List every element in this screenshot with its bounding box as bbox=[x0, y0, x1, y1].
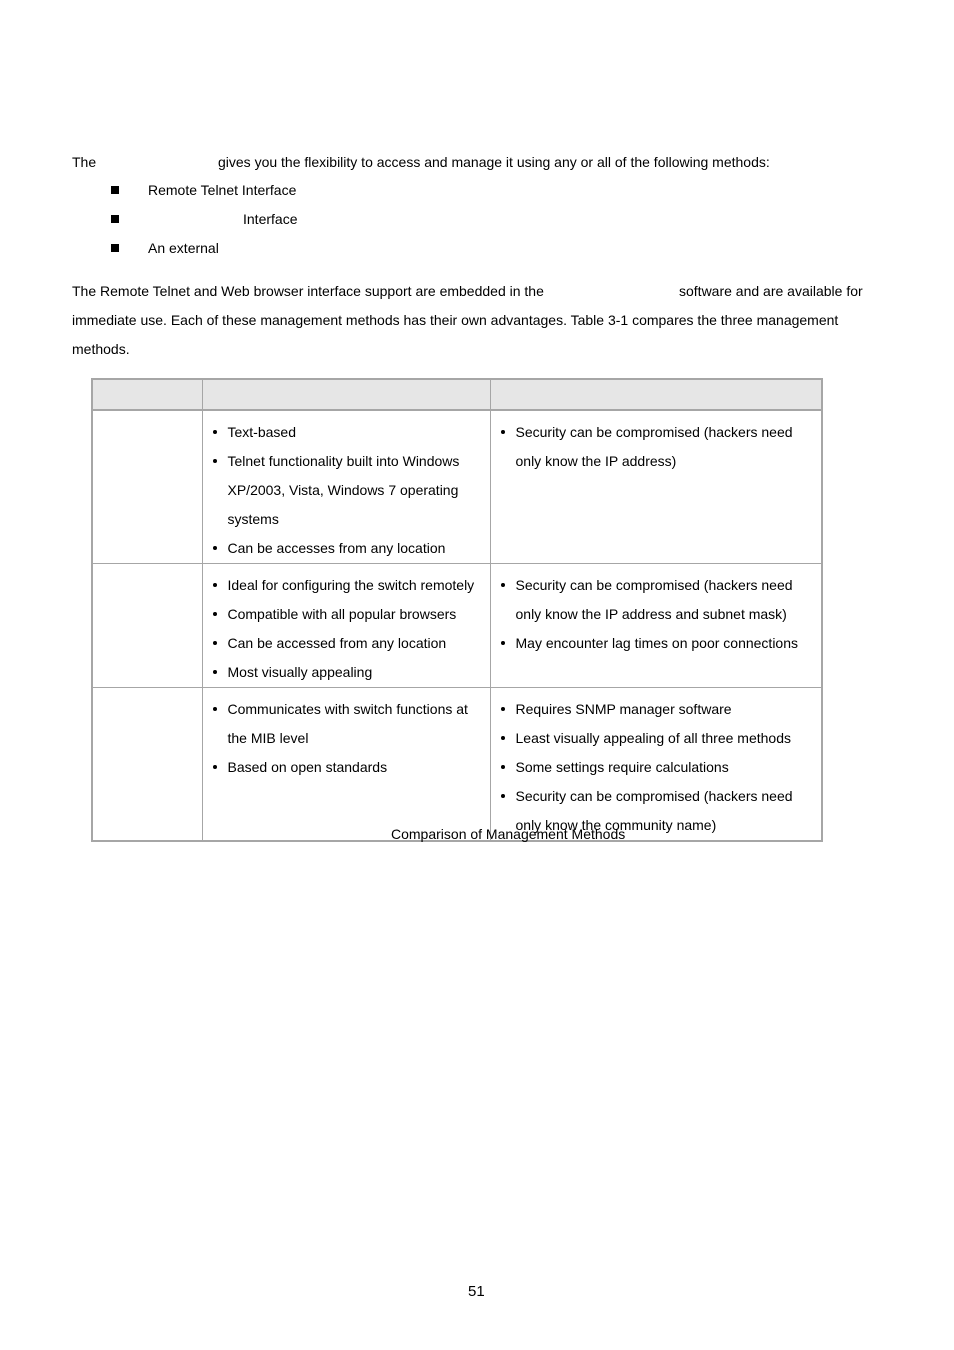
advantages-cell bbox=[202, 564, 490, 688]
advantages-cell bbox=[202, 410, 490, 564]
bullet-icon bbox=[501, 794, 505, 798]
list-item: Compatible with all popular browsers bbox=[203, 600, 490, 629]
list-item: Can be accesses from any location bbox=[203, 534, 490, 563]
list-item: Security can be compromised (hackers need only know the IP address) bbox=[491, 418, 822, 476]
disadvantages-cell bbox=[490, 688, 822, 842]
list-item: Ideal for configuring the switch remotely bbox=[203, 571, 490, 600]
list-item: Least visually appealing of all three methods bbox=[491, 724, 822, 753]
list-item: Requires SNMP manager software bbox=[491, 695, 822, 724]
table-row bbox=[92, 688, 822, 842]
header-cell-advantages bbox=[202, 379, 490, 410]
intro-word-the: The bbox=[72, 154, 97, 170]
table-header-row bbox=[92, 379, 822, 410]
disadvantages-cell bbox=[490, 564, 822, 688]
method-item-snmp: An external bbox=[148, 240, 219, 256]
paragraph-line1b: software and are available for bbox=[679, 283, 863, 299]
header-cell-disadvantages bbox=[490, 379, 822, 410]
table-row bbox=[92, 564, 822, 688]
bullet-icon bbox=[501, 641, 505, 645]
bullet-icon bbox=[213, 670, 217, 674]
bullet-icon bbox=[501, 736, 505, 740]
table-row bbox=[92, 410, 822, 564]
paragraph-line3: methods. bbox=[72, 341, 130, 357]
bullet-icon bbox=[501, 707, 505, 711]
list-item: Most visually appealing bbox=[203, 658, 490, 687]
square-bullet-icon bbox=[111, 186, 119, 194]
list-item: Telnet functionality built into Windows XP/2003, Vista, Windows 7 operating systems bbox=[203, 447, 490, 534]
paragraph-line2: immediate use. Each of these management methods has their own advantages. Table 3-1 compares the three management bbox=[72, 312, 839, 328]
list-item: Based on open standards bbox=[203, 753, 490, 782]
bullet-icon bbox=[213, 765, 217, 769]
bullet-icon bbox=[213, 459, 217, 463]
square-bullet-icon bbox=[111, 215, 119, 223]
page-number: 51 bbox=[468, 1283, 485, 1300]
table-caption: Comparison of Management Methods bbox=[391, 826, 626, 842]
list-item: Text-based bbox=[203, 418, 490, 447]
list-item: Communicates with switch functions at the MIB level bbox=[203, 695, 490, 753]
list-item: Can be accessed from any location bbox=[203, 629, 490, 658]
bullet-icon bbox=[501, 430, 505, 434]
bullet-icon bbox=[213, 546, 217, 550]
bullet-icon bbox=[213, 641, 217, 645]
method-item-web: Interface bbox=[243, 211, 298, 227]
bullet-icon bbox=[501, 765, 505, 769]
bullet-icon bbox=[501, 583, 505, 587]
method-cell bbox=[92, 564, 202, 688]
list-item: May encounter lag times on poor connections bbox=[491, 629, 822, 658]
advantages-cell bbox=[202, 688, 490, 842]
list-item: Some settings require calculations bbox=[491, 753, 822, 782]
square-bullet-icon bbox=[111, 244, 119, 252]
list-item: Security can be compromised (hackers need only know the community name) bbox=[491, 782, 822, 840]
comparison-table bbox=[91, 378, 823, 842]
disadvantages-cell bbox=[490, 410, 822, 564]
header-cell-method bbox=[92, 379, 202, 410]
intro-sentence: gives you the flexibility to access and manage it using any or all of the following methods: bbox=[218, 154, 770, 170]
method-cell bbox=[92, 688, 202, 842]
method-item-telnet: Remote Telnet Interface bbox=[148, 182, 297, 198]
paragraph-line1a: The Remote Telnet and Web browser interface support are embedded in the bbox=[72, 283, 544, 299]
bullet-icon bbox=[213, 430, 217, 434]
method-cell bbox=[92, 410, 202, 564]
bullet-icon bbox=[213, 707, 217, 711]
list-item: Security can be compromised (hackers need only know the IP address and subnet mask) bbox=[491, 571, 822, 629]
bullet-icon bbox=[213, 583, 217, 587]
bullet-icon bbox=[213, 612, 217, 616]
